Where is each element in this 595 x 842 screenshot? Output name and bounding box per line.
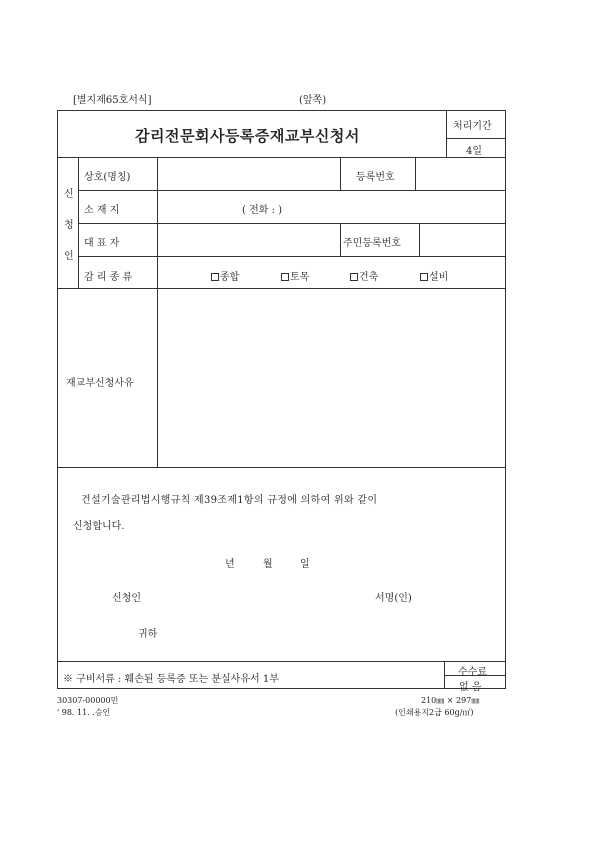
date-month-label: 월 — [263, 559, 273, 570]
trade-name-field[interactable] — [160, 160, 338, 188]
declaration-line-2: 신청합니다. — [73, 521, 125, 532]
paper-spec: (인쇄용지2급 60g/㎡) — [395, 708, 474, 717]
page-side-label: (앞쪽) — [299, 95, 327, 106]
col-divider — [415, 157, 416, 190]
type-option-civil[interactable]: 토목 — [281, 268, 309, 283]
col-divider — [419, 223, 420, 256]
recipient-label: 귀하 — [138, 629, 158, 640]
paper-size: 210㎜ × 297㎜ — [421, 696, 480, 705]
row-divider — [78, 256, 506, 257]
col-divider — [446, 110, 447, 157]
applicant-section-char: 청 — [64, 220, 74, 231]
row-divider — [78, 223, 506, 224]
row-divider — [57, 467, 506, 468]
col-divider — [157, 157, 158, 467]
type-option-general[interactable]: 종합 — [211, 268, 239, 283]
col-divider — [340, 223, 341, 256]
col-divider — [444, 661, 445, 689]
fee-label: 수수료 — [458, 667, 487, 678]
address-field[interactable] — [160, 193, 504, 221]
required-documents: ※ 구비서류 : 훼손된 등록증 또는 분실사유서 1부 — [63, 674, 279, 685]
address-label: 소 재 지 — [84, 205, 120, 216]
checkbox-icon[interactable] — [211, 273, 219, 281]
representative-field[interactable] — [160, 226, 338, 254]
form-code: 30307-00000민 — [57, 696, 119, 705]
checkbox-icon[interactable] — [281, 273, 289, 281]
processing-period-label: 처리기간 — [453, 121, 492, 132]
row-divider — [446, 138, 506, 139]
col-divider — [340, 157, 341, 190]
row-divider — [78, 190, 506, 191]
applicant-section-char: 신 — [64, 189, 74, 200]
fee-value: 없 음 — [459, 682, 482, 693]
reissue-reason-label: 재교부신청사유 — [66, 378, 134, 389]
applicant-section-char: 인 — [64, 251, 74, 262]
declaration-line-1: 건설기술관리법시행규칙 제39조제1항의 규정에 의하여 위와 같이 — [81, 495, 378, 506]
date-year-label: 년 — [225, 559, 235, 570]
resident-number-field[interactable] — [422, 226, 504, 254]
date-day-label: 일 — [300, 559, 310, 570]
reissue-reason-field[interactable] — [160, 291, 504, 465]
approval-date: ' 98. 11. .승인 — [57, 708, 111, 717]
trade-name-label: 상호(명칭) — [84, 172, 131, 183]
form-title: 감리전문회사등록증재교부신청서 — [135, 127, 360, 145]
phone-label: ( 전화 : ) — [242, 205, 283, 216]
type-option-architecture[interactable]: 건축 — [350, 268, 378, 283]
processing-period-value: 4일 — [466, 146, 483, 157]
checkbox-icon[interactable] — [420, 273, 428, 281]
signature-seal-label: 서명(인) — [375, 593, 412, 604]
row-divider — [57, 157, 506, 158]
registration-number-field[interactable] — [418, 160, 504, 188]
checkbox-icon[interactable] — [350, 273, 358, 281]
type-option-equipment[interactable]: 설비 — [420, 268, 448, 283]
form-number: [별지제65호서식] — [73, 95, 152, 106]
row-divider — [57, 288, 506, 289]
resident-number-label: 주민등록번호 — [343, 238, 401, 249]
representative-label: 대 표 자 — [84, 238, 120, 249]
applicant-signature-label: 신청인 — [112, 593, 141, 604]
row-divider — [57, 661, 506, 662]
registration-number-label: 등록번호 — [356, 172, 395, 183]
supervision-type-label: 감 리 종 류 — [84, 272, 133, 283]
col-divider — [78, 157, 79, 288]
